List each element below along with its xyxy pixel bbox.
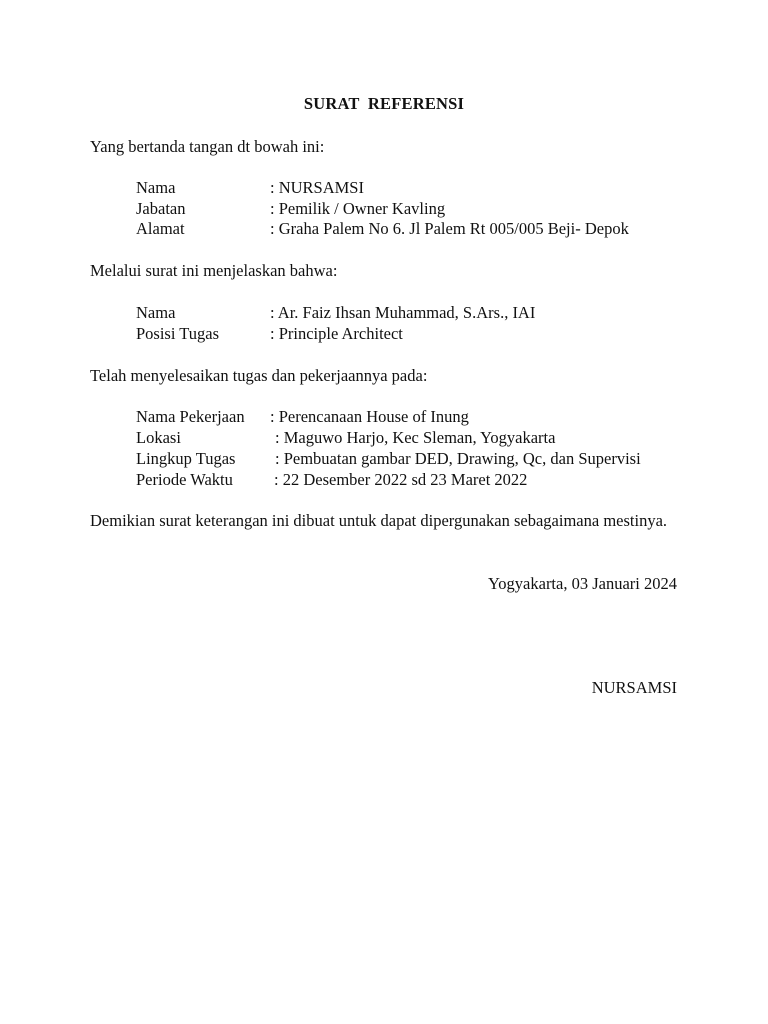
signer-name-value: : NURSAMSI bbox=[270, 178, 364, 197]
signer-position-label: Jabatan bbox=[136, 199, 186, 218]
work-intro: Telah menyelesaikan tugas dan pekerjaannya pada: bbox=[90, 366, 428, 385]
subject-intro: Melalui surat ini menjelaskan bahwa: bbox=[90, 261, 338, 280]
signer-name-label: Nama bbox=[136, 178, 176, 197]
signature-name: NURSAMSI bbox=[591, 678, 677, 697]
subject-name-label: Nama bbox=[136, 303, 176, 322]
work-period-label: Periode Waktu bbox=[136, 470, 233, 489]
letter-title: SURAT REFERENSI bbox=[303, 94, 465, 113]
work-location-label: Lokasi bbox=[136, 428, 181, 447]
subject-role-label: Posisi Tugas bbox=[136, 324, 220, 343]
work-scope-value: : Pembuatan gambar DED, Drawing, Qc, dan Supervisi bbox=[275, 449, 641, 468]
signer-intro: Yang bertanda tangan dt bowah ini: bbox=[90, 137, 325, 156]
subject-name-value: : Ar. Faiz Ihsan Muhammad, S.Ars., IAI bbox=[270, 303, 536, 322]
closing-paragraph: Demikian surat keterangan ini dibuat untuk dapat dipergunakan sebagaimana mestinya. bbox=[90, 511, 668, 530]
work-scope-label: Lingkup Tugas bbox=[136, 449, 236, 468]
work-period-value: : 22 Desember 2022 sd 23 Maret 2022 bbox=[274, 470, 528, 489]
signer-address-value: : Graha Palem No 6. Jl Palem Rt 005/005 Beji- Depok bbox=[270, 219, 629, 238]
subject-role-value: : Principle Architect bbox=[270, 324, 403, 343]
work-project-label: Nama Pekerjaan bbox=[136, 407, 245, 426]
work-project-value: : Perencanaan House of Inung bbox=[270, 407, 469, 426]
place-date: Yogyakarta, 03 Januari 2024 bbox=[488, 574, 677, 593]
signer-position-value: : Pemilik / Owner Kavling bbox=[270, 199, 446, 218]
work-location-value: : Maguwo Harjo, Kec Sleman, Yogyakarta bbox=[275, 428, 556, 447]
signer-address-label: Alamat bbox=[136, 219, 185, 238]
